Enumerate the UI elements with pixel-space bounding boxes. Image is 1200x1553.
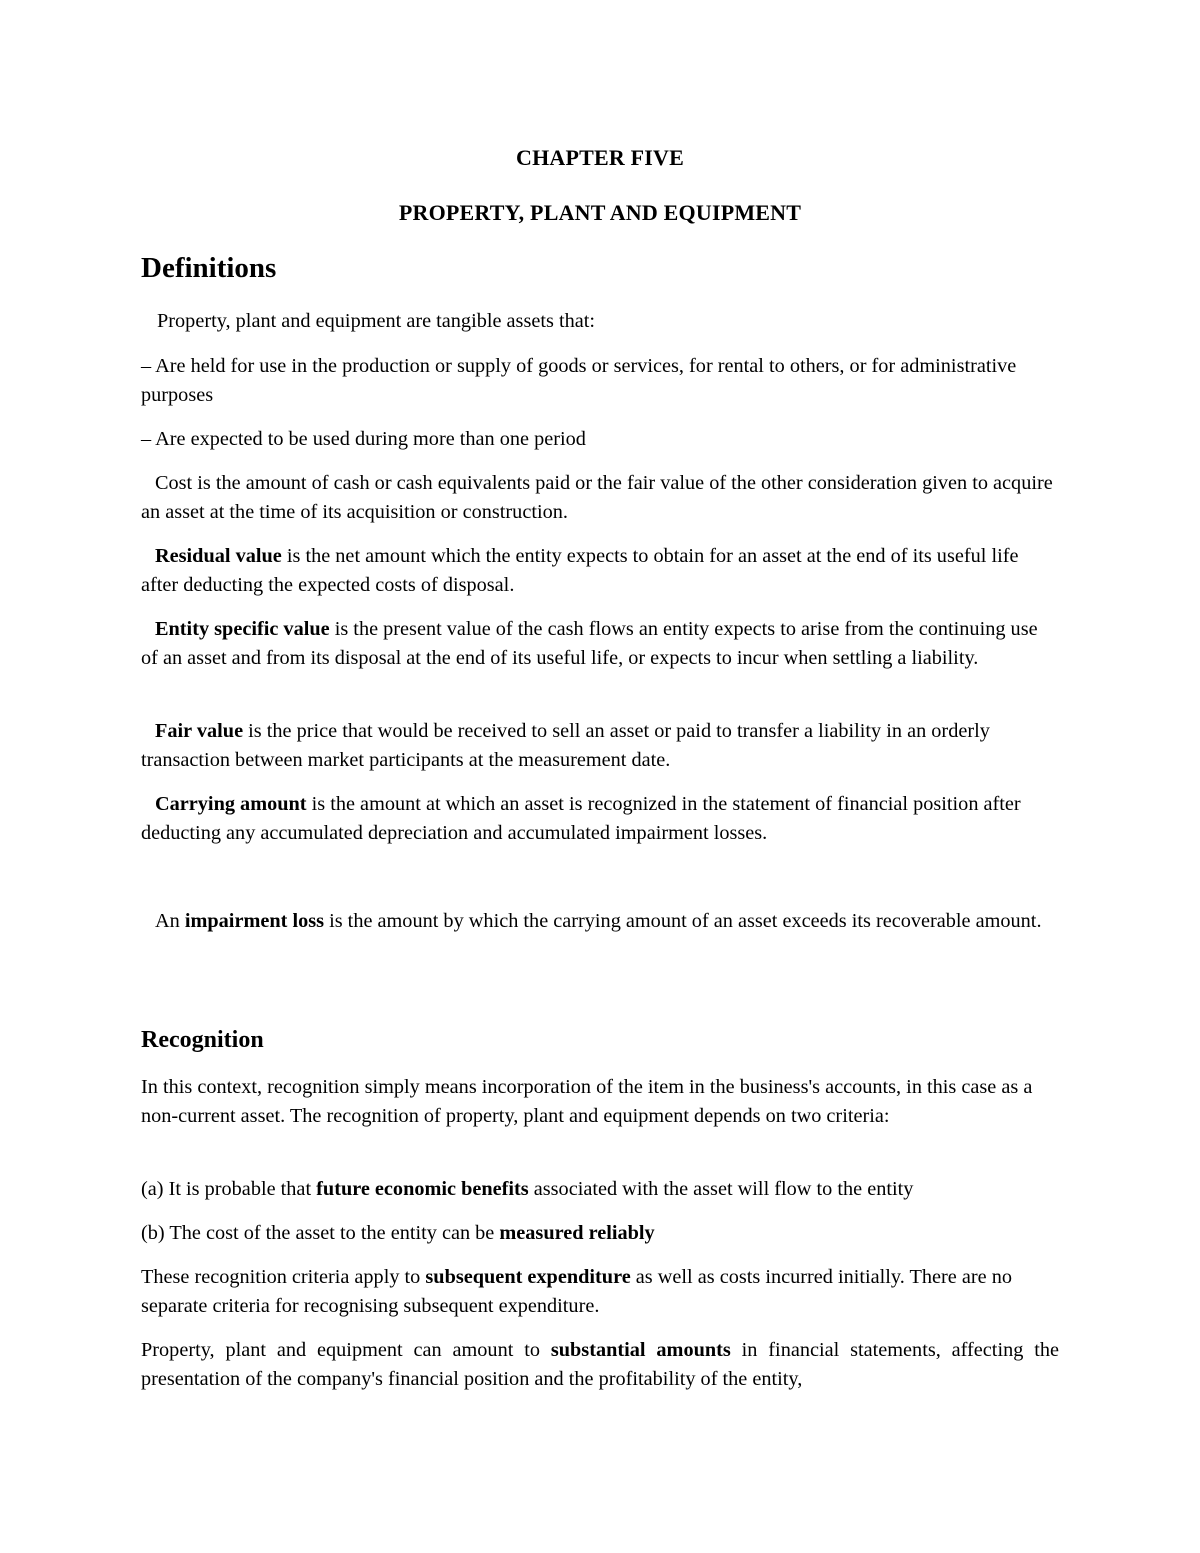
recognition-criterion-a [141,1175,1059,1204]
impairment-prefix: An [155,910,185,932]
fair-value-text: is the price that would be received to sell an asset or paid to transfer a liability in an orderly transaction between market participants at the measurement date. [141,720,990,771]
substantial-amounts-paragraph [141,1336,1059,1393]
cost-definition [141,469,1059,526]
impairment-loss-definition [141,907,1059,936]
entity-specific-value-definition [141,615,1059,672]
term-impairment-loss: impairment loss [184,910,325,932]
definitions-heading: Definitions [141,252,277,284]
cost-text: Cost is the amount of cash or cash equivalents paid or the fair value of the other consideration given to acquire an asset at the time of its acquisition or construction. [141,472,1053,523]
term-entity-specific-value: Entity specific value [155,618,330,640]
chapter-subtitle: PROPERTY, PLANT AND EQUIPMENT [398,200,802,225]
term-fair-value: Fair value [155,720,244,742]
recognition-heading: Recognition [141,1027,264,1053]
recognition-intro: In this context, recognition simply means incorporation of the item in the business's accounts, in this case as a non-current asset. The recognition of property, plant and equipment depends on two criteria: [141,1076,1033,1127]
entity-specific-value-text: is the present value of the cash flows an entity expects to arise from the continuing use of an asset and from its disposal at the end of its useful life, or expects to incur when settling a liability. [141,618,1038,669]
subsequent-text: as well as costs incurred initially. There are no separate criteria for recognising subsequent expenditure. [141,1266,1012,1317]
chapter-title: CHAPTER FIVE [515,145,685,170]
recognition-criterion-b [141,1219,1059,1248]
carrying-amount-text: is the amount at which an asset is recognized in the statement of financial position after deducting any accumulated depreciation and accumulated impairment losses. [141,793,1021,844]
ppe-definition-intro [141,307,1059,336]
criterion-a-text: associated with the asset will flow to the entity [528,1178,914,1200]
substantial-prefix: Property, plant and equipment can amount to [141,1339,551,1361]
term-measured-reliably: measured reliably [499,1222,655,1244]
term-residual-value: Residual value [155,545,282,567]
subsequent-prefix: These recognition criteria apply to [141,1266,426,1288]
ppe-criterion-1: – Are held for use in the production or supply of goods or services, for rental to others, or for administrative purposes [141,355,1017,406]
term-future-economic-benefits: future economic benefits [316,1178,529,1200]
subsequent-expenditure-paragraph [141,1263,1059,1320]
ppe-intro-text: Property, plant and equipment are tangible assets that: [157,310,595,332]
residual-value-text: is the net amount which the entity expects to obtain for an asset at the end of its useful life after deducting the expected costs of disposal. [141,545,1019,596]
carrying-amount-definition [141,790,1059,847]
residual-value-definition [141,542,1059,599]
fair-value-definition [141,717,1059,774]
ppe-criterion-2: – Are expected to be used during more than one period [141,428,586,450]
substantial-text: in financial statements, affecting the presentation of the company's financial position and the profitability of the entity, [141,1339,1059,1390]
criterion-b-prefix: (b) The cost of the asset to the entity can be [141,1222,500,1244]
term-subsequent-expenditure: subsequent expenditure [425,1266,631,1288]
criterion-a-prefix: (a) It is probable that [141,1178,317,1200]
term-substantial-amounts: substantial amounts [550,1339,731,1361]
term-carrying-amount: Carrying amount [155,793,307,815]
impairment-loss-text: is the amount by which the carrying amount of an asset exceeds its recoverable amount. [324,910,1042,932]
